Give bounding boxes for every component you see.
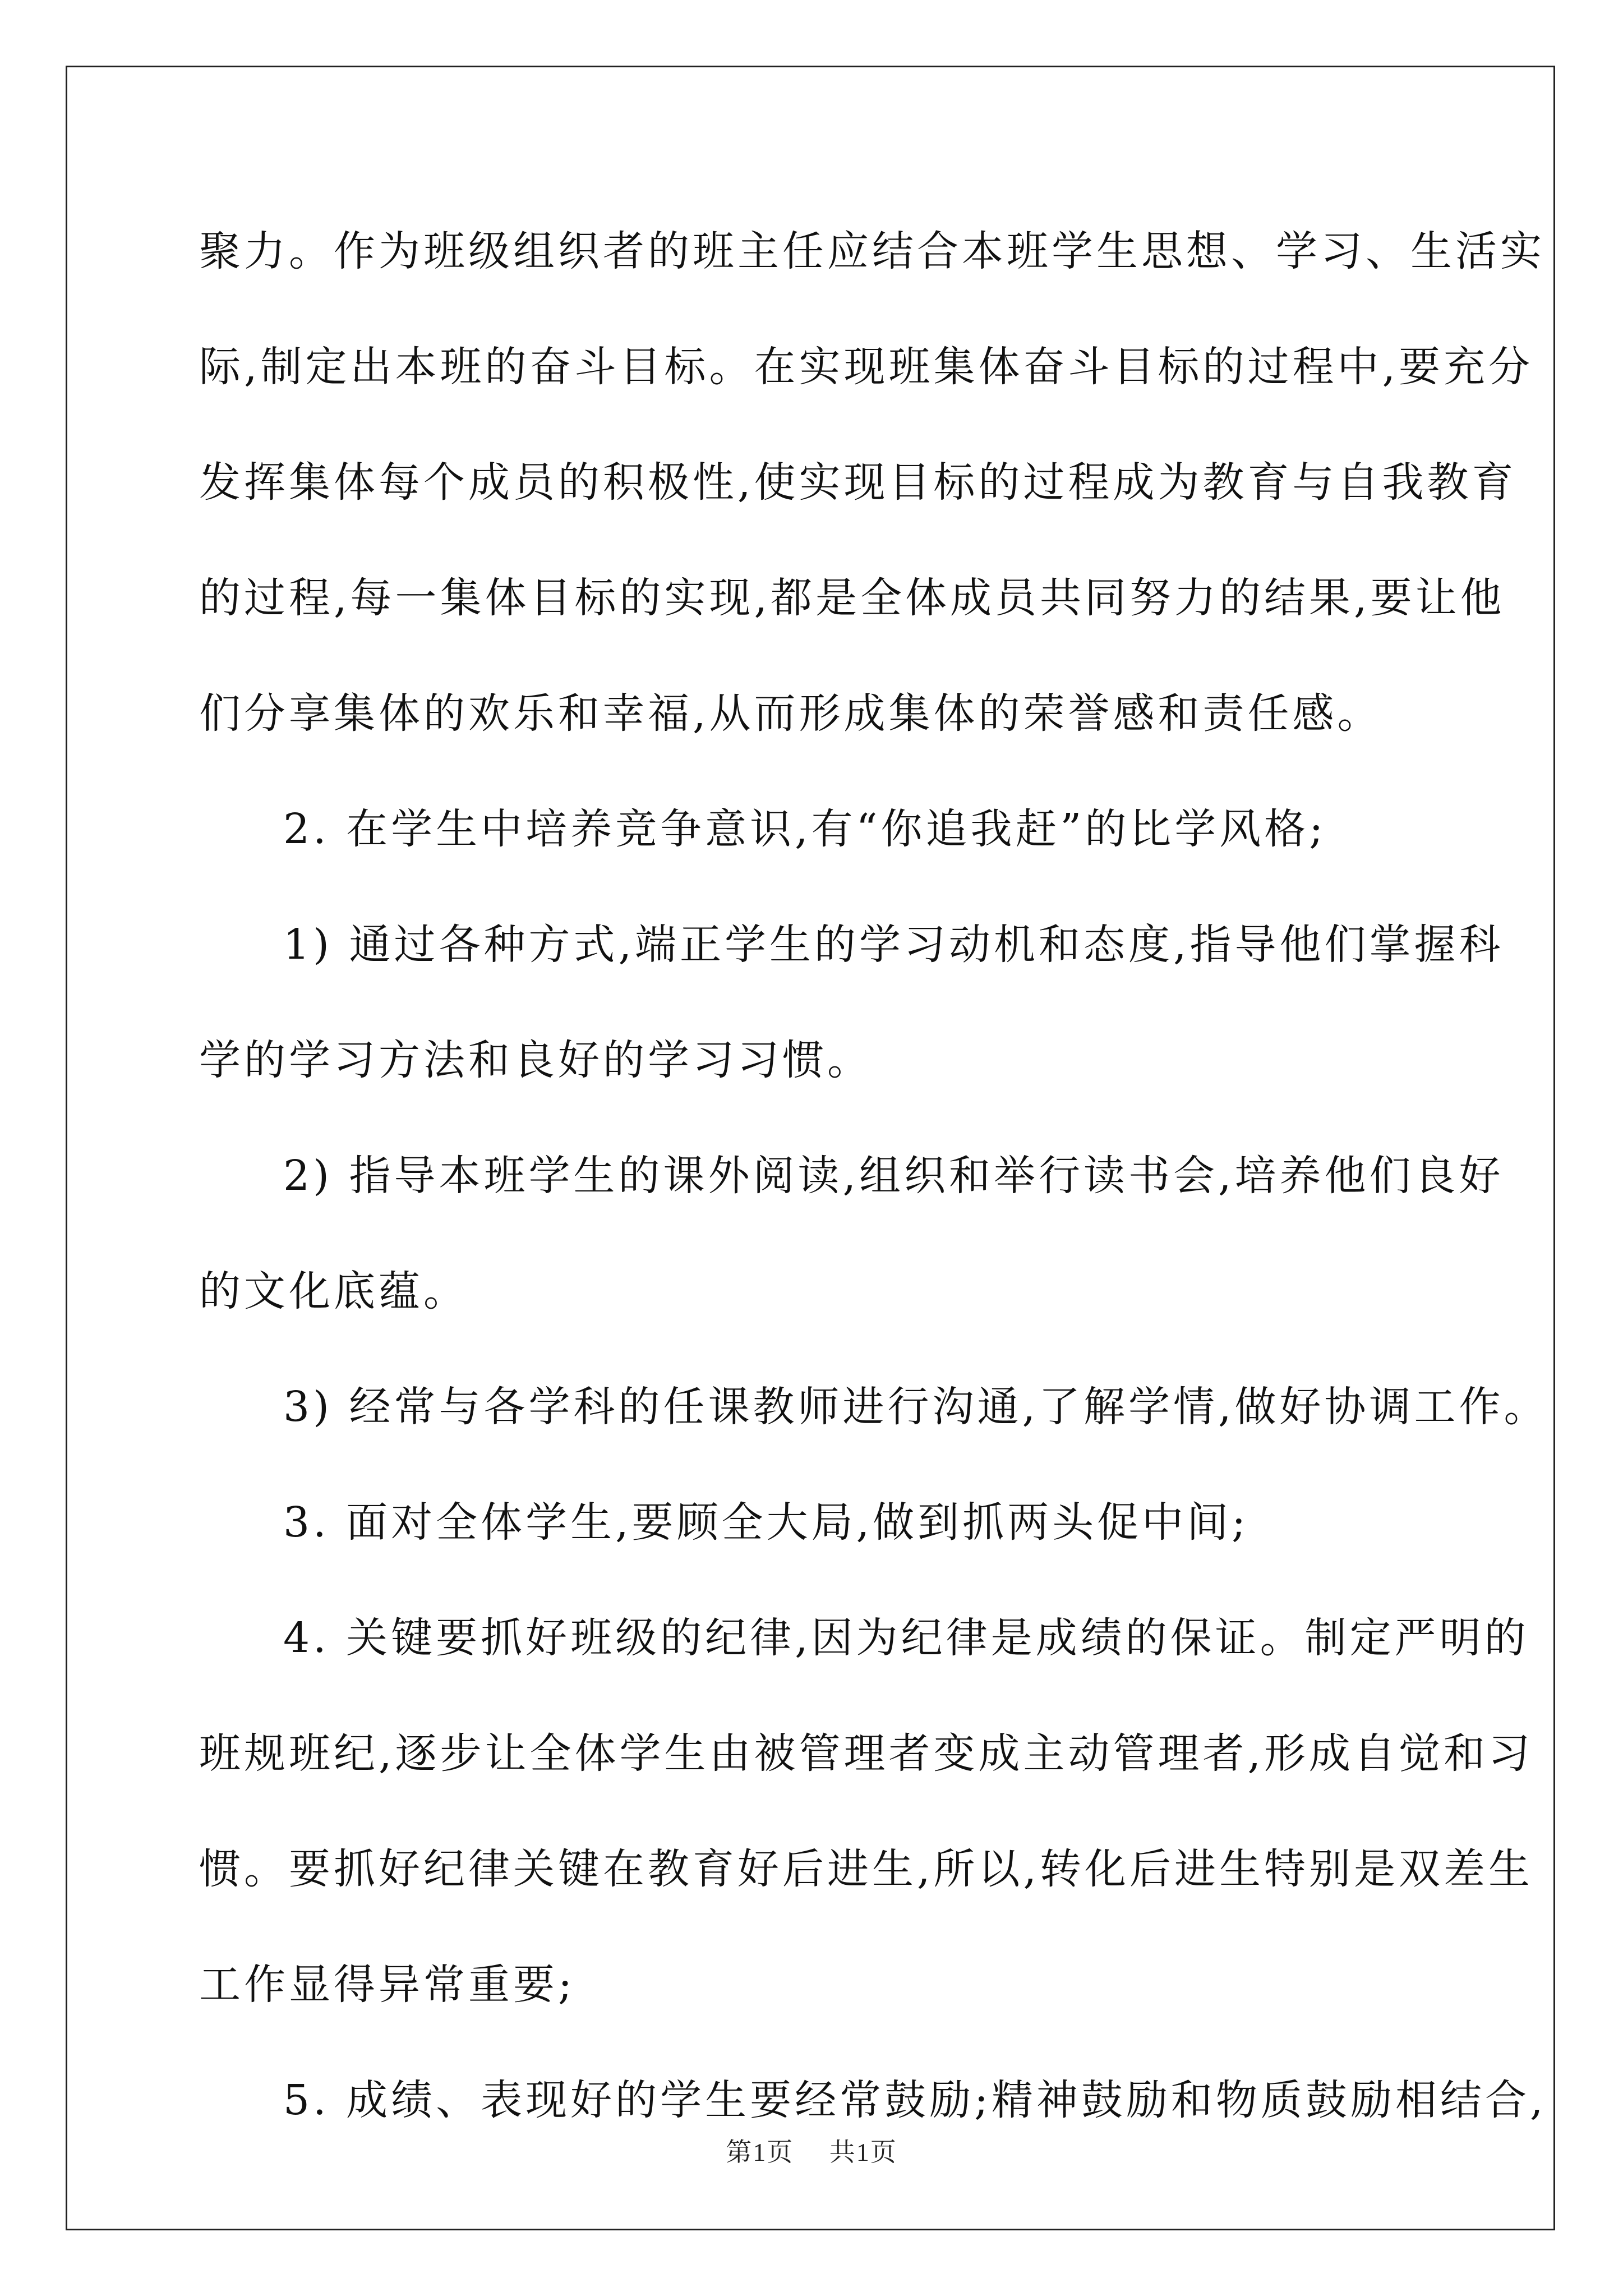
- text-line: 4. 关键要抓好班级的纪律,因为纪律是成绩的保证。制定严明的: [283, 1614, 1529, 1662]
- document-body: [199, 194, 1549, 2158]
- text-line: 发挥集体每个成员的积极性,使实现目标的过程成为教育与自我教育: [199, 458, 1517, 507]
- text-line: 的过程,每一集体目标的实现,都是全体成员共同努力的结果,要让他: [199, 574, 1505, 622]
- text-line: 2) 指导本班学生的课外阅读,组织和举行读书会,培养他们良好: [283, 1152, 1504, 1200]
- page-number-current: 第1页: [726, 2138, 794, 2166]
- text-line: 3. 面对全体学生,要顾全大局,做到抓两头促中间;: [283, 1498, 1249, 1547]
- text-line: 1) 通过各种方式,端正学生的学习动机和态度,指导他们掌握科: [283, 921, 1504, 969]
- text-line: 的文化底蕴。: [199, 1267, 468, 1315]
- text-line: 班规班纪,逐步让全体学生由被管理者变成主动管理者,形成自觉和习: [199, 1729, 1534, 1778]
- page-footer: [0, 2132, 1623, 2169]
- page-number-total: 共1页: [829, 2138, 897, 2166]
- text-line: 2. 在学生中培养竞争意识,有“你追我赶”的比学风格;: [283, 805, 1327, 853]
- text-line: 工作显得异常重要;: [199, 1961, 575, 2009]
- text-line: 学的学习方法和良好的学习习惯。: [199, 1036, 872, 1084]
- text-line: 惯。要抓好纪律关键在教育好后进生,所以,转化后进生特别是双差生: [199, 1845, 1534, 1893]
- text-line: 际,制定出本班的奋斗目标。在实现班集体奋斗目标的过程中,要充分: [199, 343, 1534, 391]
- text-line: 们分享集体的欢乐和幸福,从而形成集体的荣誉感和责任感。: [199, 689, 1382, 738]
- text-line: 3) 经常与各学科的任课教师进行沟通,了解学情,做好协调工作。: [283, 1383, 1549, 1431]
- text-line: 聚力。作为班级组织者的班主任应结合本班学生思想、学习、生活实: [199, 227, 1545, 275]
- text-line: 5. 成绩、表现好的学生要经常鼓励;精神鼓励和物质鼓励相结合,: [283, 2076, 1547, 2124]
